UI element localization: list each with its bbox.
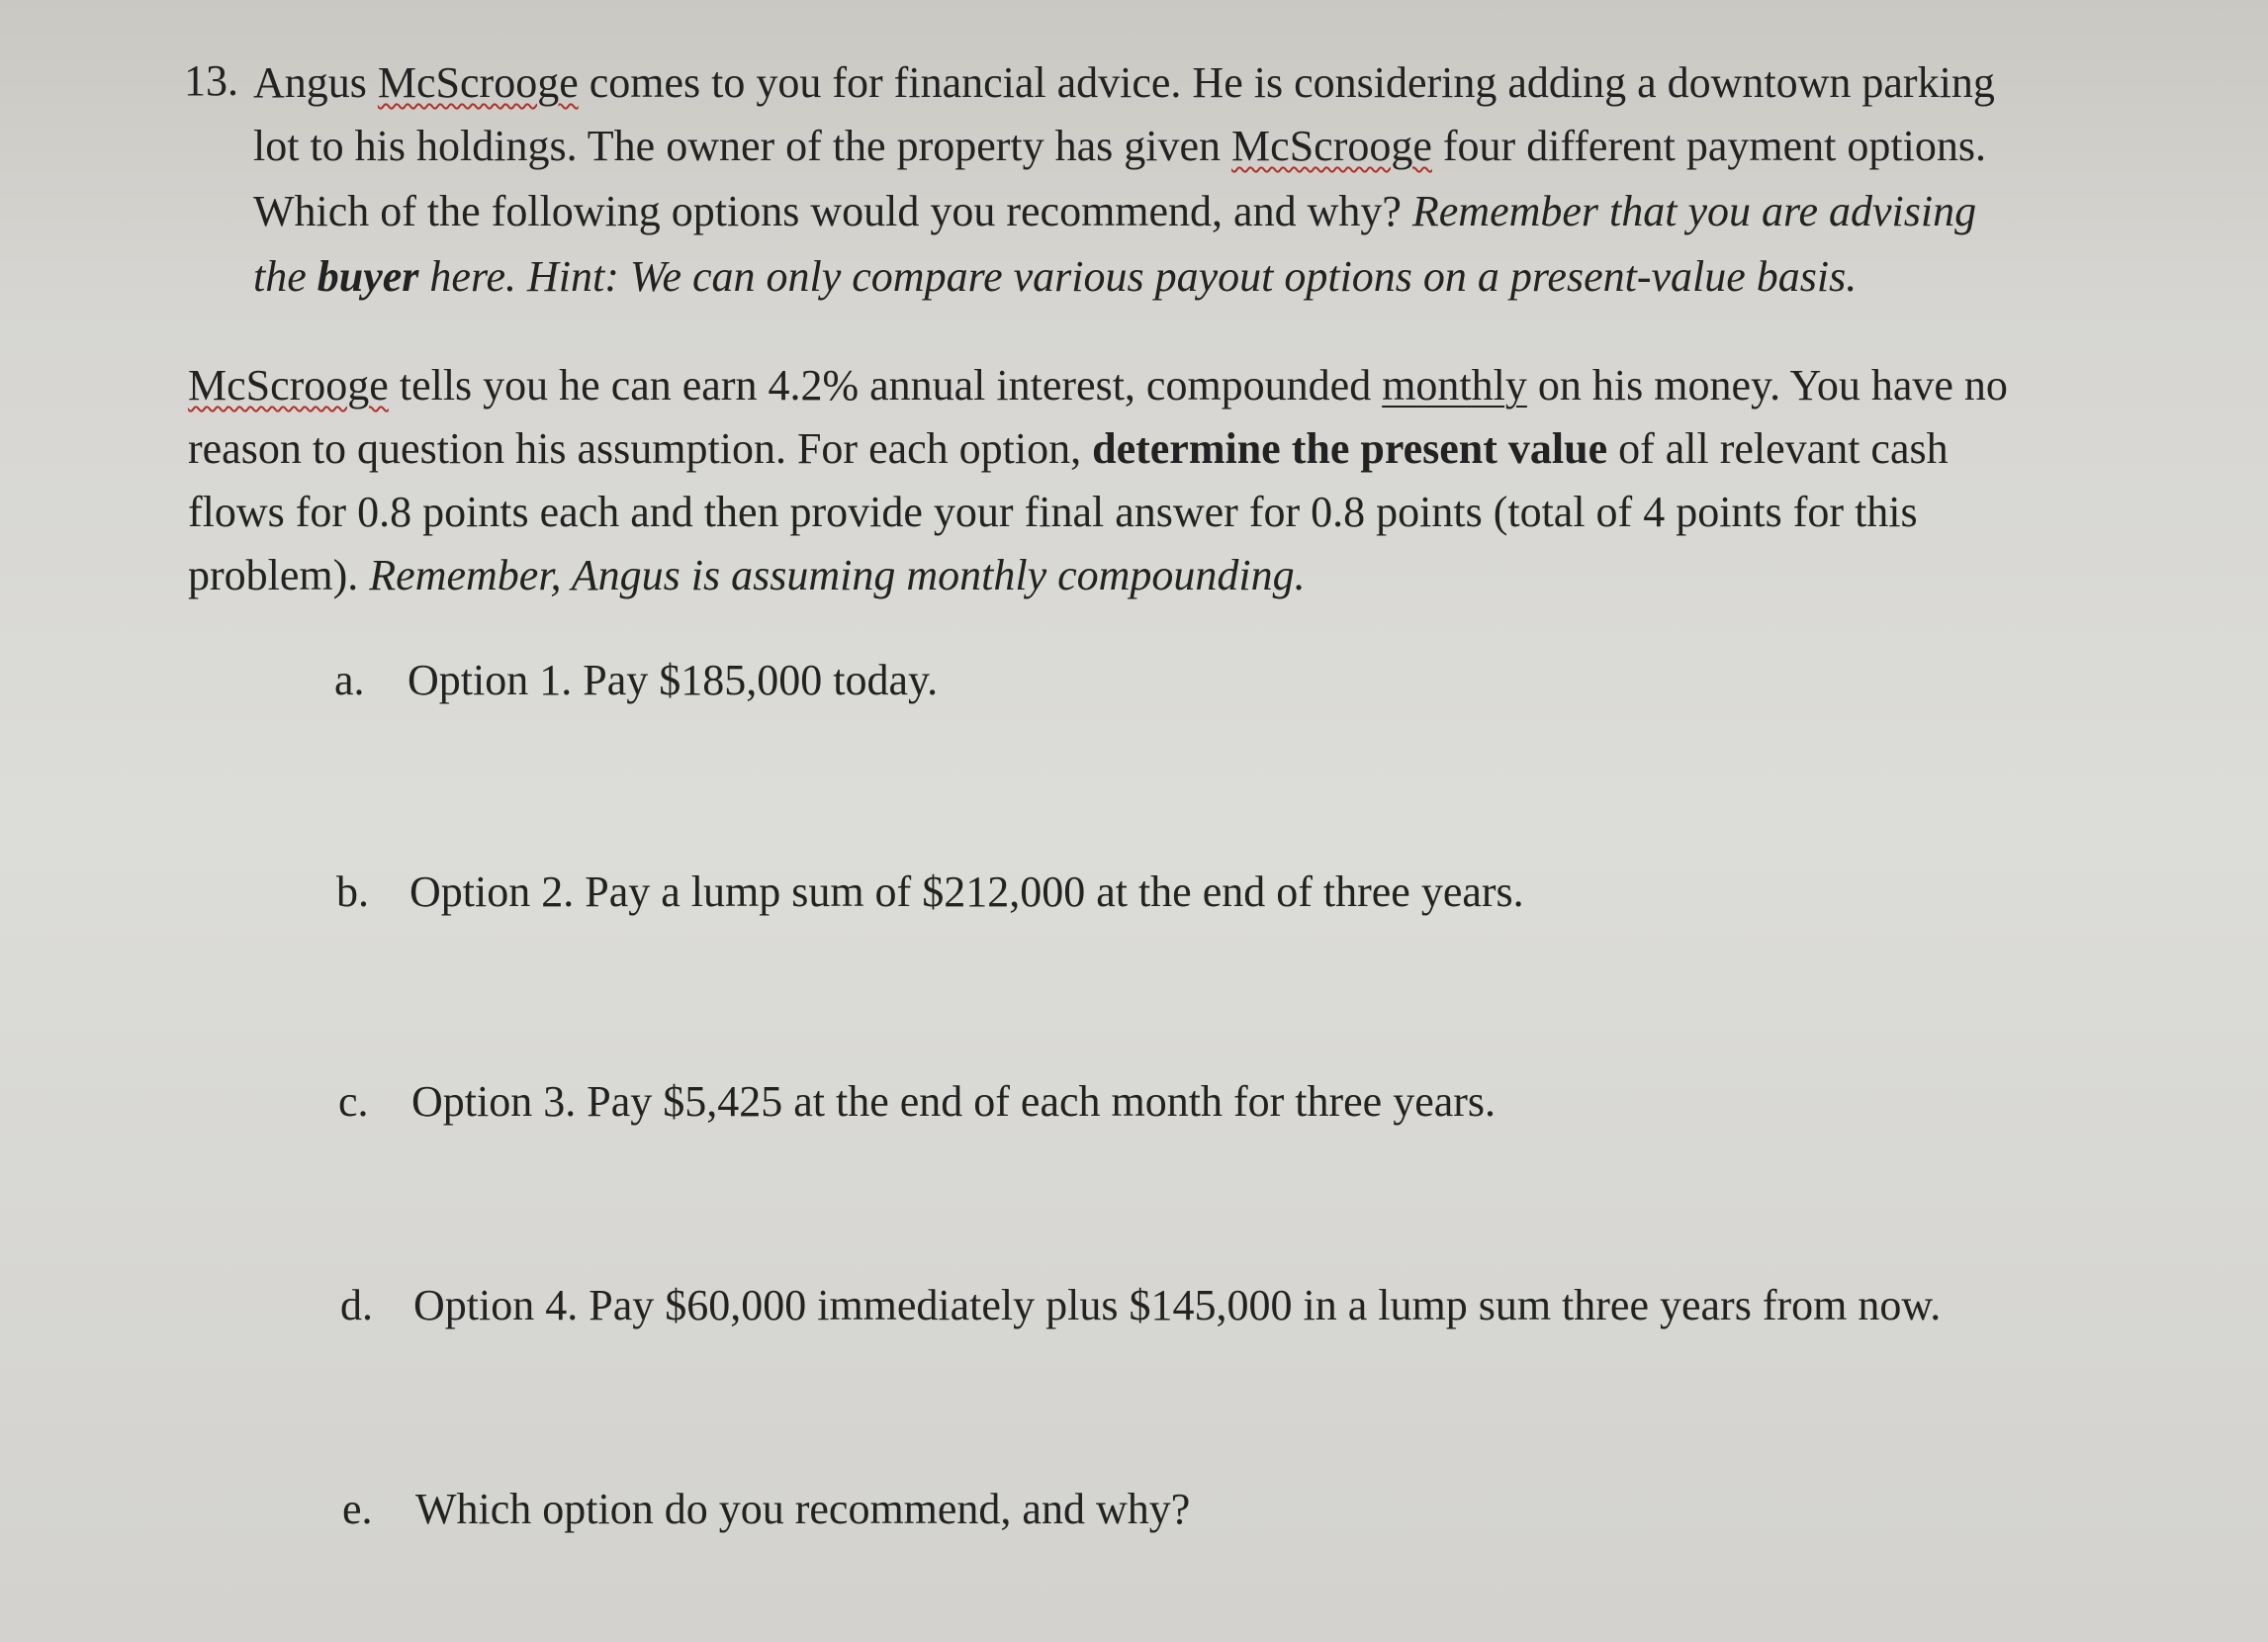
question-number: 13.	[184, 56, 238, 105]
instructions-line-2	[188, 424, 1949, 473]
instructions-text: of all relevant cash	[1607, 424, 1949, 473]
question-line-2	[253, 122, 1986, 170]
option-text: Option 4. Pay $60,000 immediately plus $145,000 in a lump sum three years from now.	[413, 1281, 1942, 1329]
instructions-line-1	[188, 361, 2008, 410]
instructions-text: reason to question his assumption. For each option,	[188, 424, 1093, 473]
option-marker: e.	[342, 1485, 373, 1533]
question-line-3	[253, 187, 1977, 235]
option-marker: b.	[336, 867, 369, 916]
instructions-text: on his money. You have no	[1526, 361, 2008, 410]
option-text: Which option do you recommend, and why?	[415, 1485, 1191, 1533]
question-text: comes to you for financial advice. He is considering adding a downtown parking	[578, 58, 1995, 107]
question-text: four different payment options.	[1431, 122, 1986, 170]
instructions-text: tells you he can earn 4.2% annual interest, compounded	[388, 361, 1383, 410]
option-text: Option 1. Pay $185,000 today.	[408, 656, 939, 704]
question-italic-text: the	[253, 252, 318, 301]
option-text: Option 3. Pay $5,425 at the end of each month for three years.	[411, 1077, 1497, 1126]
option-marker: d.	[340, 1281, 373, 1329]
question-bold-italic-text: buyer	[317, 252, 419, 301]
question-line-4	[253, 252, 1858, 301]
option-marker: a.	[334, 656, 365, 704]
instructions-bold-text: determine the present value	[1092, 424, 1608, 473]
question-italic-text: Remember that you are advising	[1411, 187, 1977, 235]
question-text: Angus	[253, 58, 378, 107]
spellcheck-name: McScrooge	[188, 361, 389, 410]
instructions-italic-text: Remember, Angus is assuming monthly compounding.	[369, 551, 1306, 599]
spellcheck-name: McScrooge	[1231, 122, 1432, 170]
instructions-underlined-text: monthly	[1382, 361, 1527, 410]
question-text: lot to his holdings. The owner of the property has given	[253, 122, 1232, 170]
question-italic-text: here. Hint: We can only compare various payout options on a present-value basis.	[418, 252, 1858, 301]
question-line-1	[253, 58, 1995, 107]
instructions-line-4	[188, 551, 1306, 599]
instructions-line-3	[188, 488, 1918, 536]
option-marker: c.	[338, 1077, 369, 1126]
instructions-text: problem).	[188, 551, 370, 599]
option-text: Option 2. Pay a lump sum of $212,000 at the end of three years.	[409, 867, 1524, 916]
spellcheck-name: McScrooge	[377, 58, 579, 107]
instructions-text: flows for 0.8 points each and then provide your final answer for 0.8 points (total of 4 points for this	[188, 488, 1918, 536]
question-text: Which of the following options would you recommend, and why?	[253, 187, 1412, 235]
